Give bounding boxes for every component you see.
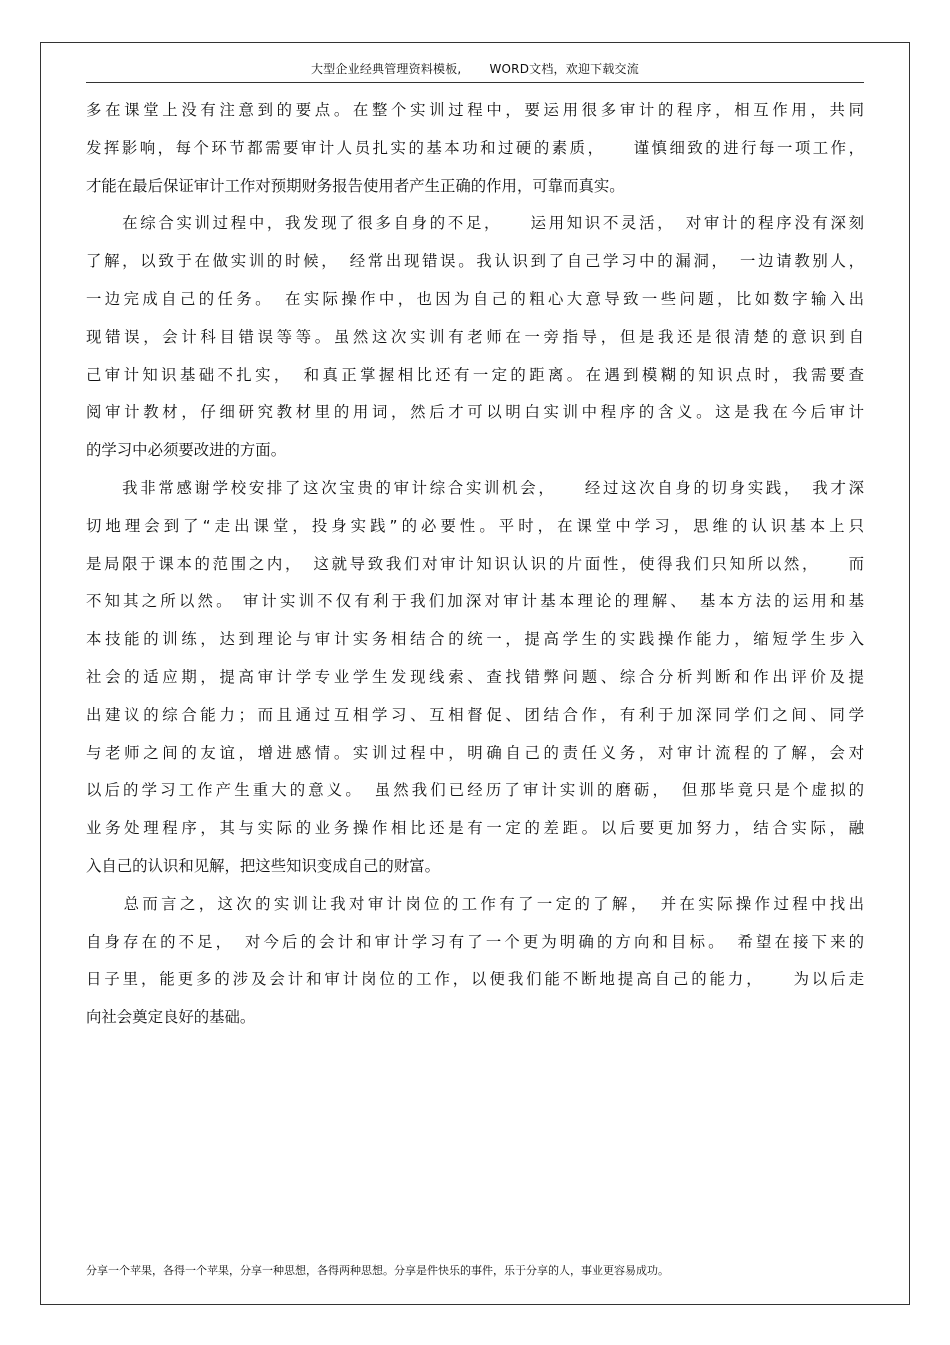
header-right-text: WORD文档，欢迎下载交流 <box>489 62 639 76</box>
text-line: 与老师之间的友谊，增进感情。实训过程中，明确自己的责任义务，对审计流程的了解，会对 <box>86 743 864 762</box>
text-line: 多在课堂上没有注意到的要点。在整个实训过程中，要运用很多审计的程序，相互作用，共同 <box>86 101 864 119</box>
document-body <box>86 92 864 1037</box>
page-footer: 分享一个苹果，各得一个苹果，分享一种思想，各得两种思想。分享是件快乐的事件，乐于分享的人，事业更容易成功。 <box>86 1264 669 1277</box>
text-line: 发挥影响，每个环节都需要审计人员扎实的基本功和过硬的素质， 谨慎细致的进行每一项工作， <box>86 138 864 157</box>
text-line: 一边完成自己的任务。 在实际操作中，也因为自己的粗心大意导致一些问题，比如数字输入出 <box>86 289 864 308</box>
text-line: 业务处理程序，其与实际的业务操作相比还是有一定的差距。以后要更加努力，结合实际，融 <box>86 819 864 838</box>
text-line: 才能在最后保证审计工作对预期财务报告使用者产生正确的作用，可靠而真实。 <box>86 176 625 195</box>
text-line: 不知其之所以然。 审计实训不仅有利于我们加深对审计基本理论的理解、 基本方法的运用和基 <box>86 592 864 611</box>
text-line: 阅审计教材，仔细研究教材里的用词，然后才可以明白实训中程序的含义。这是我在今后审计 <box>86 403 864 422</box>
text-line: 社会的适应期，提高审计学专业学生发现线索、查找错弊问题、综合分析判断和作出评价及提 <box>86 667 864 686</box>
text-line: 自身存在的不足， 对今后的会计和审计学习有了一个更为明确的方向和目标。 希望在接下来的 <box>86 932 864 951</box>
text-line: 了解，以致于在做实训的时候， 经常出现错误。我认识到了自己学习中的漏洞， 一边请教别人， <box>86 252 864 271</box>
text-line: 向社会奠定良好的基础。 <box>86 1008 256 1027</box>
text-line: 日子里，能更多的涉及会计和审计岗位的工作，以便我们能不断地提高自己的能力， 为以后走 <box>86 970 864 989</box>
text-line: 入自己的认识和见解，把这些知识变成自己的财富。 <box>86 856 440 875</box>
header-left-text: 大型企业经典管理资料模板, <box>311 62 462 76</box>
text-line: 切地理会到了“走出课堂，投身实践”的必要性。平时，在课堂中学习，思维的认识基本上只 <box>86 516 864 535</box>
text-line: 是局限于课本的范围之内， 这就导致我们对审计知识认识的片面性，使得我们只知所以然， 而 <box>86 554 864 573</box>
text-line: 我非常感谢学校安排了这次宝贵的审计综合实训机会， 经过这次自身的切身实践， 我才深 <box>86 478 864 497</box>
page-header <box>86 60 864 77</box>
text-line: 现错误，会计科目错误等等。虽然这次实训有老师在一旁指导，但是我还是很清楚的意识到自 <box>86 327 864 346</box>
header-divider <box>86 82 864 83</box>
text-line: 出建议的综合能力；而且通过互相学习、互相督促、团结合作，有利于加深同学们之间、同学 <box>86 705 864 724</box>
text-line: 己审计知识基础不扎实， 和真正掌握相比还有一定的距离。在遇到模糊的知识点时，我需要查 <box>86 365 864 384</box>
text-line: 本技能的训练，达到理论与审计实务相结合的统一，提高学生的实践操作能力，缩短学生步入 <box>86 630 864 649</box>
text-line: 以后的学习工作产生重大的意义。 虽然我们已经历了审计实训的磨砺， 但那毕竟只是个虚拟的 <box>86 781 864 800</box>
text-line: 总而言之，这次的实训让我对审计岗位的工作有了一定的了解， 并在实际操作过程中找出 <box>86 894 864 913</box>
text-line: 的学习中必须要改进的方面。 <box>86 441 287 460</box>
text-line: 在综合实训过程中，我发现了很多自身的不足， 运用知识不灵活， 对审计的程序没有深刻 <box>86 214 864 233</box>
